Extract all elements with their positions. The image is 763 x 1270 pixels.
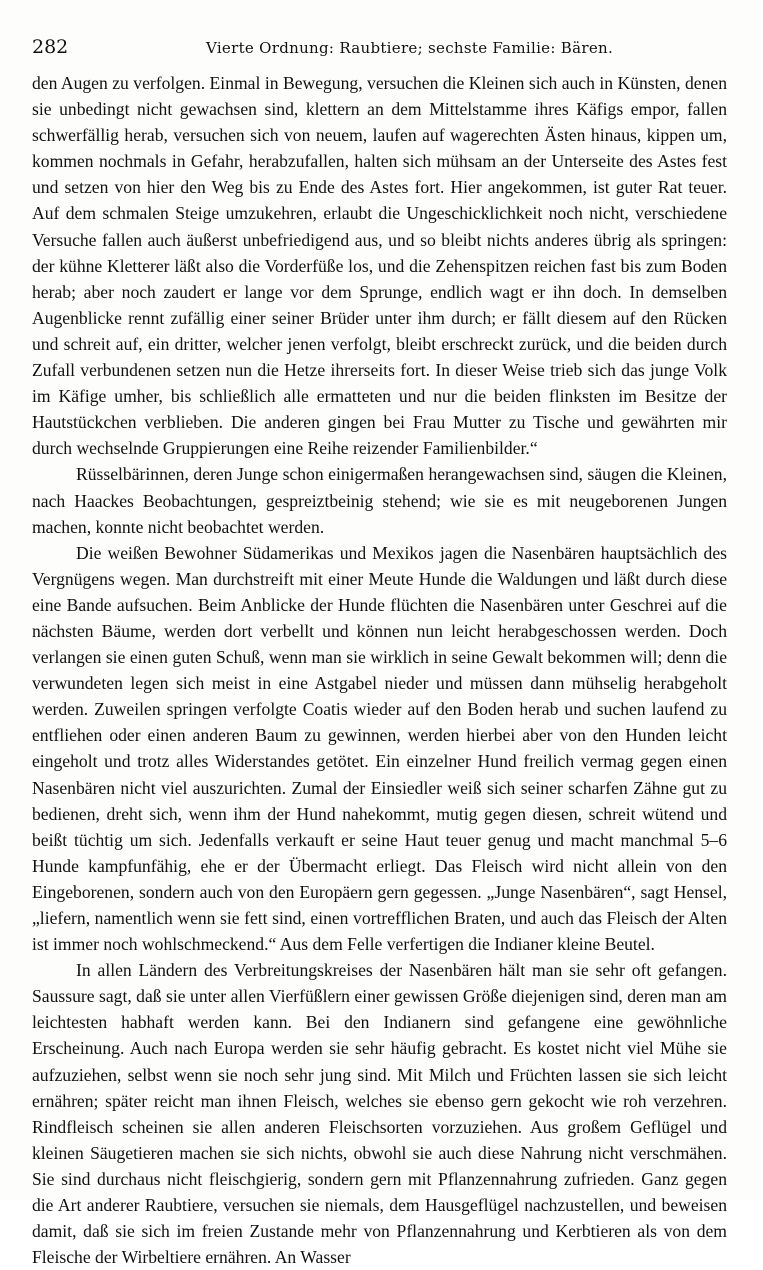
body-text (32, 70, 727, 1270)
paragraph: Rüsselbärinnen, deren Junge schon einigermaßen herangewachsen sind, säugen die Kleinen, nach Haackes Beobachtungen, gespreiztbeinig stehend; wie sie es mit neugeborenen Jungen machen, konnte nicht beobachtet werden. (32, 464, 727, 537)
page-header (32, 36, 727, 62)
page-number: 282 (32, 36, 69, 58)
paragraph: den Augen zu verfolgen. Einmal in Bewegung, versuchen die Kleinen sich auch in Künsten, denen sie unbedingt nicht gewachsen sind, klettern an dem Mittelstamme ihres Käfigs empor, fallen schwerfällig herab, versuchen sich von neuem, laufen auf wagerechten Ästen hinaus, kippen um, kommen nochmals in Gefahr, herabzufallen, halten sich mühsam an der Unterseite des Astes fest und setzen von hier den Weg bis zu Ende des Astes fort. Hier angekommen, ist guter Rat teuer. Auf dem schmalen Steige umzukehren, erlaubt die Ungeschicklichkeit noch nicht, verschiedene Versuche fallen auch äußerst unbefriedigend aus, und so bleibt nichts anderes übrig als springen: der kühne Kletterer läßt also die Vorderfüße los, und die Zehenspitzen reichen fast bis zum Boden herab; aber noch zaudert er lange vor dem Sprunge, endlich wagt er ihn doch. In demselben Augenblicke rennt zufällig einer seiner Brüder unter ihm durch; er fällt diesem auf den Rücken und schreit auf, ein dritter, welcher jenen verfolgt, bleibt erschreckt zurück, und die beiden durch Zufall verbundenen setzen nun die Hetze ihrerseits fort. In dieser Weise trieb sich das junge Volk im Käfige umher, bis schließlich alle ermatteten und nur die beiden flinksten im Besitze der Hautstückchen verblieben. Die anderen gingen bei Frau Mutter zu Tische und gewährten mir durch wechselnde Gruppierungen eine Reihe reizender Familienbilder.“ (32, 73, 727, 459)
running-head: Vierte Ordnung: Raubtiere; sechste Familie: Bären. (205, 39, 614, 57)
paragraph: Die weißen Bewohner Südamerikas und Mexikos jagen die Nasenbären hauptsächlich des Vergnügens wegen. Man durchstreift mit einer Meute Hunde die Waldungen und läßt durch diese eine Bande aufsuchen. Beim Anblicke der Hunde flüchten die Nasenbären unter Geschrei auf die nächsten Bäume, werden dort verbellt und können nun leicht herabgeschossen werden. Doch verlangen sie einen guten Schuß, wenn man sie wirklich in seine Gewalt bekommen will; denn die verwundeten legen sich meist in eine Astgabel nieder und müssen dann mühselig herabgeholt werden. Zuweilen springen verfolgte Coatis wieder auf den Boden herab und suchen laufend zu entfliehen oder einen anderen Baum zu gewinnen, werden hierbei aber von den Hunden leicht eingeholt und trotz alles Widerstandes getötet. Ein einzelner Hund freilich vermag gegen einen Nasenbären nicht viel auszurichten. Zumal der Einsiedler weiß sich seiner scharfen Zähne gut zu bedienen, dreht sich, wenn ihm der Hund nahekommt, mutig gegen diesen, schreit wütend und beißt tüchtig um sich. Jedenfalls verkauft er seine Haut teuer genug und macht manchmal 5–6 Hunde kampfunfähig, ehe er der Übermacht erliegt. Das Fleisch wird nicht allein von den Eingeborenen, sondern auch von den Europäern gern gegessen. „Junge Nasenbären“, sagt Hensel, „liefern, namentlich wenn sie fett sind, einen vortrefflichen Braten, und auch das Fleisch der Alten ist immer noch wohlschmeckend.“ Aus dem Felle verfertigen die Indianer kleine Beutel. (32, 542, 727, 955)
paragraph: In allen Ländern des Verbreitungskreises der Nasenbären hält man sie sehr oft gefangen. Saussure sagt, daß sie unter allen Vierfüßlern einer gewissen Größe diejenigen sind, deren man am leichtesten habhaft werden kann. Bei den Indianern sind gefangene eine gewöhnliche Erscheinung. Auch nach Europa werden sie sehr häufig gebracht. Es kostet nicht viel Mühe sie aufzuziehen, selbst wenn sie noch sehr jung sind. Mit Milch und Früchten lassen sie sich leicht ernähren; später reicht man ihnen Fleisch, welches sie ebenso gern gekocht wie roh verzehren. Rindfleisch scheinen sie allen anderen Fleischsorten vorzuziehen. Aus großem Geflügel und kleinen Säugetieren machen sie sich nichts, obwohl sie auch diese Nahrung nicht verschmähen. Sie sind durchaus nicht fleischgierig, sondern gern mit Pflanzennahrung zufrieden. Ganz gegen die Art anderer Raubtiere, versuchen sie niemals, dem Hausgeflügel nachzustellen, und beweisen damit, daß sie sich im freien Zustande mehr von Pflanzennahrung und Kerbtieren als von dem Fleische der Wirbeltiere ernähren. An Wasser (32, 960, 727, 1268)
